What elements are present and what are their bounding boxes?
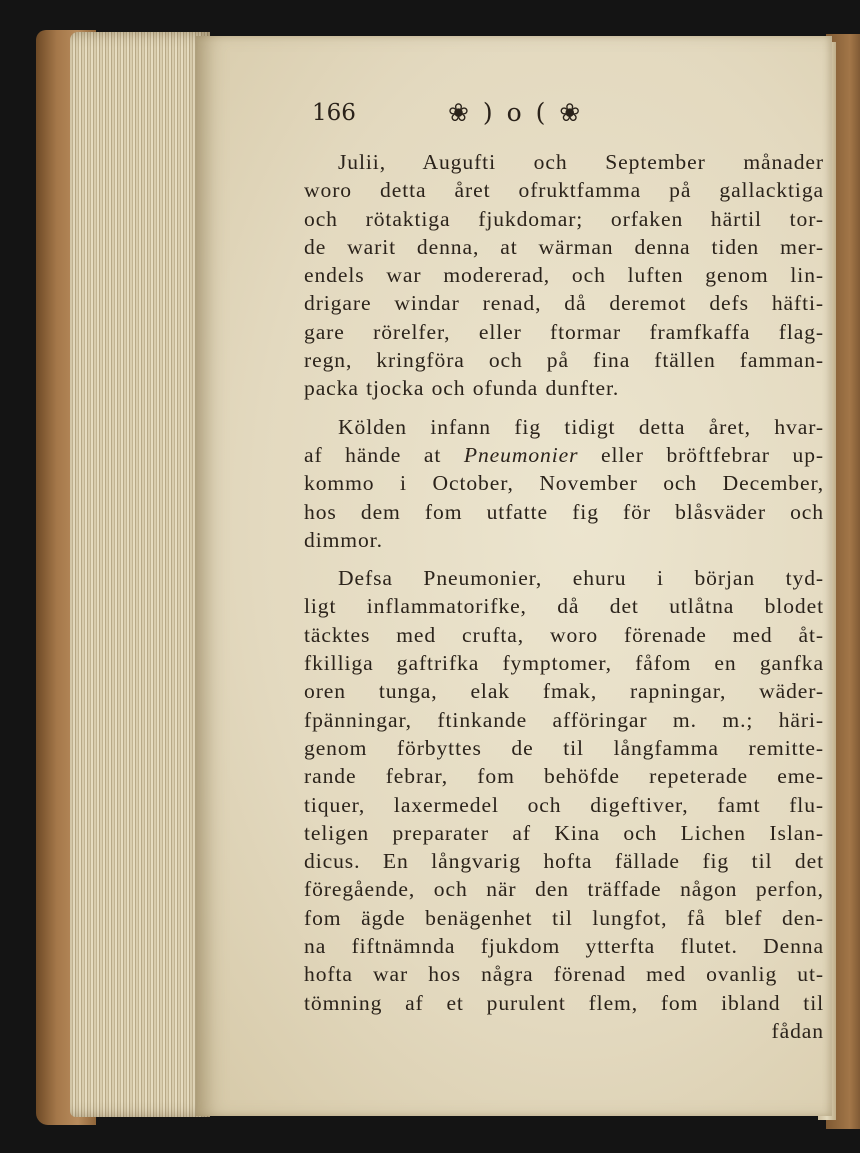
text-line: rande febrar, fom behöfde repeterade eme-: [304, 764, 824, 789]
text-line: woro detta året ofruktfamma på gallacktiga: [304, 178, 824, 203]
text-line: oren tunga, elak fmak, rapningar, wäder-: [304, 679, 824, 704]
text-line: Julii, Augufti och September månader: [338, 150, 824, 174]
text-line: endels war modererad, och luften genom lin-: [304, 263, 824, 288]
text-line: fpänningar, ftinkande afföringar m. m.; häri-: [304, 707, 824, 732]
text-line: hos dem fom utfatte fig för blåsväder och: [304, 499, 824, 524]
text-line: fkilliga gaftrifka fymptomer, fåfom en ganfka: [304, 651, 824, 676]
text-line: packa tjocka och ofunda dunfter.: [304, 376, 620, 401]
catchword: fådan: [771, 1018, 824, 1043]
italic-term: Pneumonier: [463, 442, 579, 467]
text-line: Defsa Pneumonier, ehuru i början tyd-: [338, 566, 824, 591]
paragraph: [304, 148, 824, 403]
paragraph: [304, 564, 824, 1017]
text-line: täcktes med crufta, woro förenade med åt-: [304, 622, 824, 647]
paragraph: [304, 413, 824, 554]
text-line: dimmor.: [304, 527, 383, 552]
text-line: dicus. En långvarig hofta fällade fig til det: [304, 849, 824, 874]
text-line: fom ägde benägenhet til lungfot, få blef den-: [304, 905, 824, 930]
text-line-with-italic: af hände at Pneumonier eller bröftfebrar up-: [304, 442, 824, 467]
text-line: gare rörelfer, eller ftormar framfkaffa flag-: [304, 319, 824, 344]
page-number: 166: [312, 100, 356, 126]
running-head-ornament: ❀ ) o ( ❀: [448, 98, 584, 127]
text-line: tiquer, laxermedel och digeftiver, famt flu-: [304, 792, 824, 817]
text-line: kommo i October, November och December,: [304, 471, 824, 496]
text-line: och rötaktiga fjukdomar; orfaken härtil tor-: [304, 206, 824, 231]
text-line: ligt inflammatorifke, då det utlåtna blodet: [304, 594, 824, 619]
text-line: teligen preparater af Kina och Lichen Islan-: [304, 820, 824, 845]
text-line: hofta war hos några förenad med ovanlig ut-: [304, 962, 824, 987]
text-line: de warit denna, at wärman denna tiden mer-: [304, 234, 824, 259]
page-edges-stack: [70, 32, 210, 1117]
text-line: genom förbyttes de til långfamma remitte-: [304, 735, 824, 760]
text-line: Kölden infann fig tidigt detta året, hvar-: [338, 414, 824, 439]
text-line: drigare windar renad, då deremot defs häfti-: [304, 291, 824, 316]
body-text: [304, 148, 824, 1045]
book-page: [196, 36, 832, 1116]
text-line: tömning af et purulent flem, fom ibland til: [304, 990, 824, 1015]
text-line: regn, kringföra och på fina ftällen famman-: [304, 348, 824, 373]
text-line: na fiftnämnda fjukdom ytterfta flutet. Denna: [304, 934, 824, 959]
text-line: föregående, och när den träffade någon perfon,: [304, 877, 824, 902]
page-header: [312, 100, 782, 136]
